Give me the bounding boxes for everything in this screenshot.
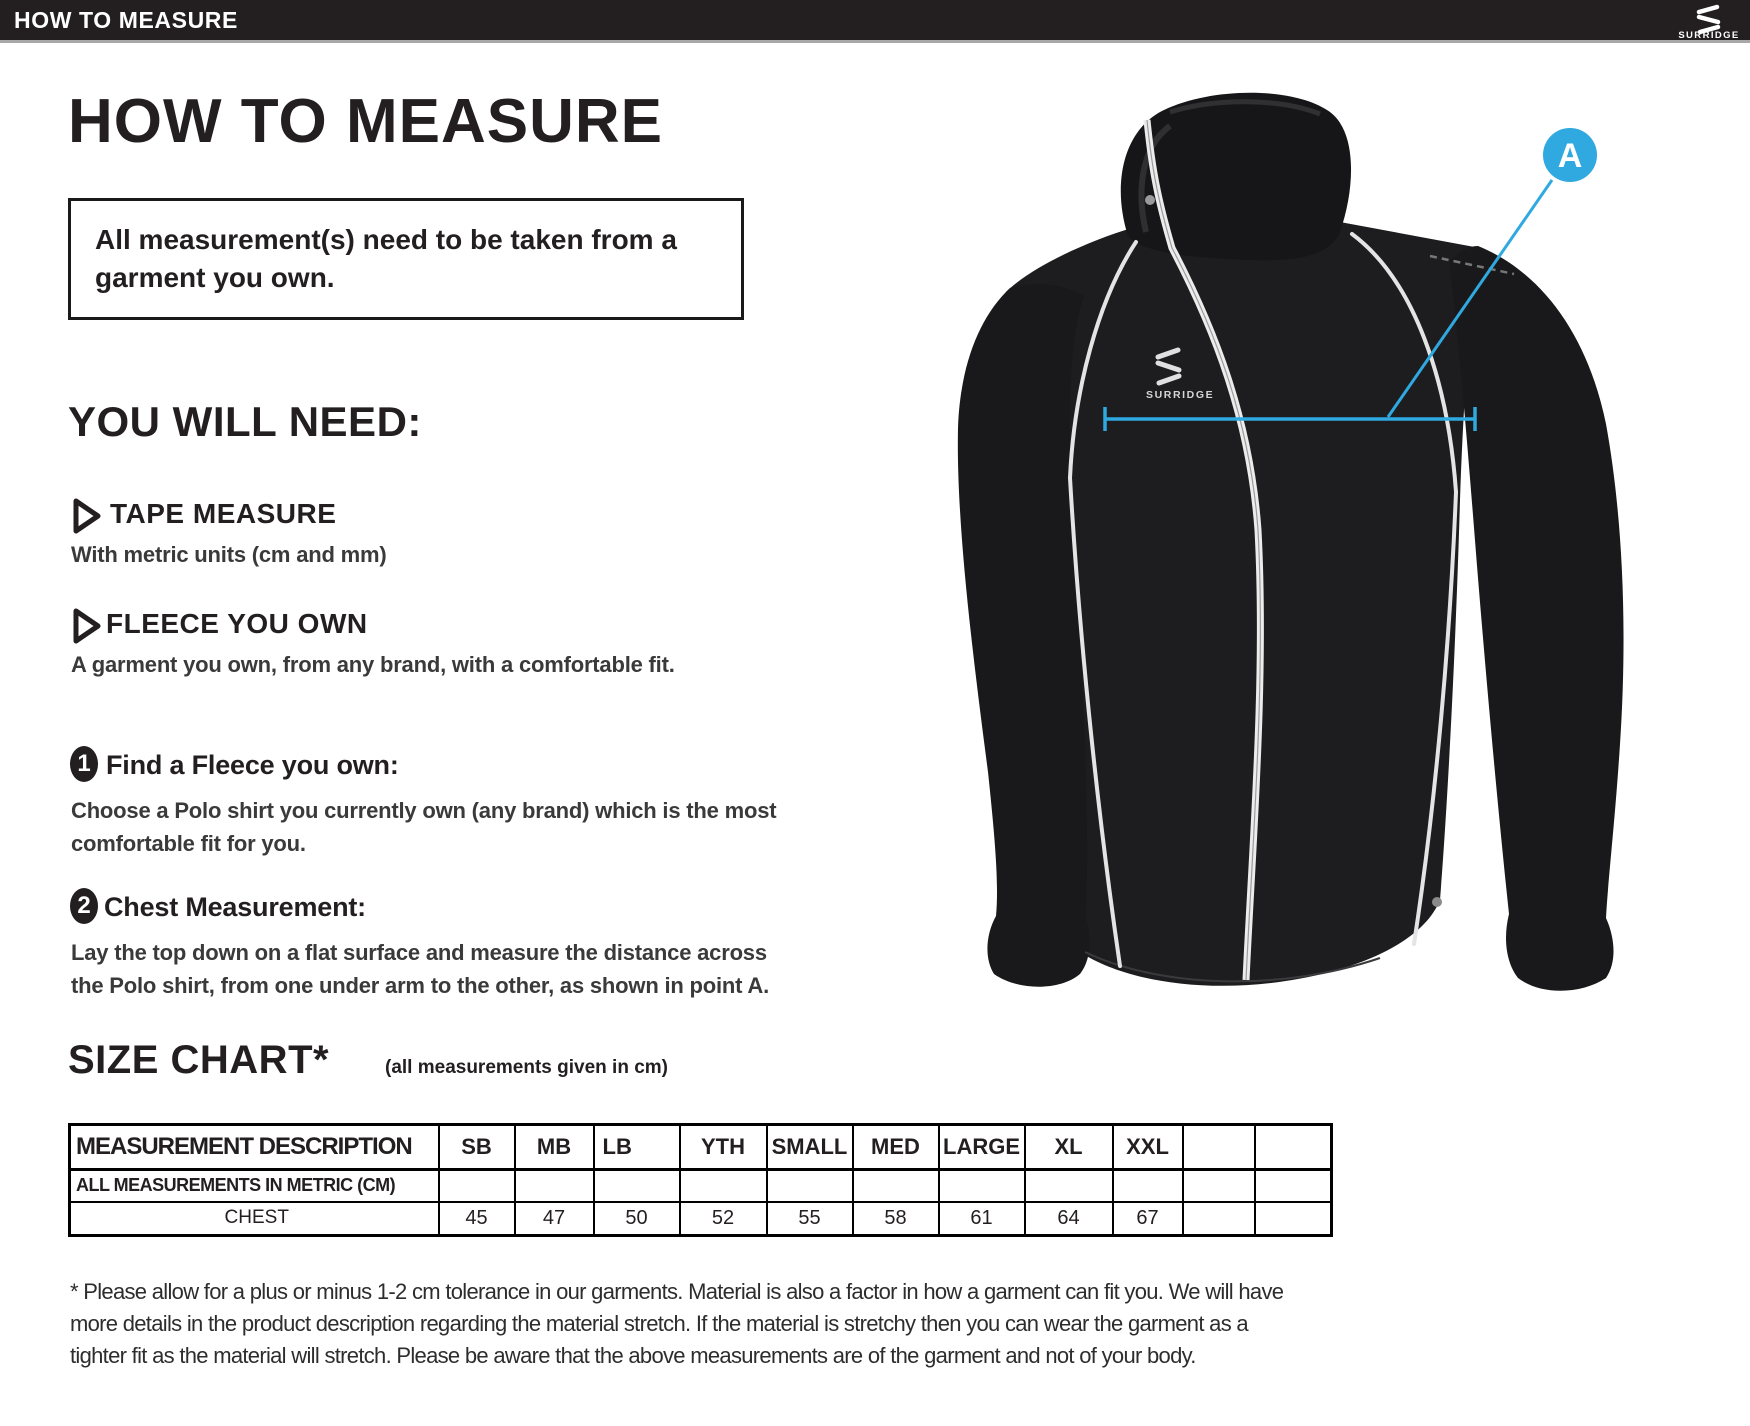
col-large: LARGE (939, 1125, 1025, 1170)
footnote-line: more details in the product description regarding the material stretch. If the material is stretchy then you can wear the garment as a (70, 1311, 1248, 1336)
col-measurement-description: MEASUREMENT DESCRIPTION (70, 1125, 439, 1170)
zip-pull (1145, 195, 1155, 205)
col-small: SMALL (767, 1125, 853, 1170)
col-xl: XL (1025, 1125, 1113, 1170)
chest-value-sb: 45 (439, 1202, 515, 1236)
triangle-bullet-icon (72, 498, 102, 534)
size-chart-note: (all measurements given in cm) (385, 1057, 668, 1078)
top-bar (0, 0, 1750, 40)
step-text-line: the Polo shirt, from one under arm to the other, as shown in point A. (71, 973, 769, 998)
step-title-find-fleece: Find a Fleece you own: (106, 750, 399, 780)
empty-cell (1183, 1170, 1255, 1202)
item-desc-fleece-you-own: A garment you own, from any brand, with a comfortable fit. (71, 652, 675, 677)
top-bar-title: HOW TO MEASURE (14, 7, 238, 33)
chest-value-xl: 64 (1025, 1202, 1113, 1236)
step-title-chest-measurement: Chest Measurement: (104, 892, 366, 922)
chest-value-small: 55 (767, 1202, 853, 1236)
col-med: MED (853, 1125, 939, 1170)
step-number-badge: 1 (70, 746, 98, 782)
step-text-find-fleece (71, 794, 776, 860)
callout-box: All measurement(s) need to be taken from a garment you own. (68, 198, 744, 320)
item-desc-tape-measure: With metric units (cm and mm) (71, 542, 387, 567)
chest-value-mb: 47 (515, 1202, 594, 1236)
size-chart-table (68, 1123, 1333, 1237)
chest-value-xxl: 67 (1113, 1202, 1183, 1236)
fleece-jacket-image (930, 85, 1750, 1005)
surridge-logo-icon (1699, 7, 1718, 32)
chest-row-label: CHEST (70, 1202, 439, 1236)
footnote-line: * Please allow for a plus or minus 1-2 cm tolerance in our garments. Material is also a factor in how a garment can fit you. We will have (70, 1279, 1284, 1304)
table-header-row (70, 1125, 1332, 1170)
empty-cell (515, 1170, 594, 1202)
empty-cell (853, 1170, 939, 1202)
empty-cell (1025, 1170, 1113, 1202)
empty-cell (1255, 1170, 1332, 1202)
chest-value-med: 58 (853, 1202, 939, 1236)
col-empty-1 (1183, 1125, 1255, 1170)
step-text-line: Lay the top down on a flat surface and measure the distance across (71, 940, 767, 965)
empty-cell (939, 1170, 1025, 1202)
header-divider (0, 40, 1750, 43)
footnote (70, 1276, 1283, 1372)
col-yth: YTH (680, 1125, 767, 1170)
col-lb: LB (594, 1125, 680, 1170)
surridge-wordmark: SURRIDGE (1678, 30, 1740, 39)
item-title-fleece-you-own: FLEECE YOU OWN (106, 608, 368, 639)
empty-cell (594, 1170, 680, 1202)
jacket-left-sleeve (958, 284, 1090, 987)
pocket-zip-pull (1432, 897, 1442, 907)
empty-cell (680, 1170, 767, 1202)
col-mb: MB (515, 1125, 594, 1170)
size-chart-heading: SIZE CHART* (68, 1038, 330, 1082)
jacket-right-sleeve (1449, 246, 1624, 991)
you-will-need-heading: YOU WILL NEED: (68, 398, 422, 445)
chest-logo-wordmark: SURRIDGE (1146, 389, 1215, 401)
page-title: HOW TO MEASURE (68, 87, 663, 156)
triangle-bullet-icon (72, 608, 102, 644)
chest-value-lb: 50 (594, 1202, 680, 1236)
step-text-line: Choose a Polo shirt you currently own (any brand) which is the most (71, 798, 777, 823)
step-number-badge: 2 (70, 888, 98, 924)
step-text-chest-measurement (71, 936, 769, 1002)
table-metric-row (70, 1170, 1332, 1202)
empty-cell (439, 1170, 515, 1202)
chest-value-large: 61 (939, 1202, 1025, 1236)
empty-cell (767, 1170, 853, 1202)
empty-cell (1255, 1202, 1332, 1236)
col-xxl: XXL (1113, 1125, 1183, 1170)
marker-a-label: A (1557, 137, 1583, 175)
empty-cell (1113, 1170, 1183, 1202)
table-chest-row (70, 1202, 1332, 1236)
surridge-logo (1674, 1, 1744, 39)
col-empty-2 (1255, 1125, 1332, 1170)
step-text-line: comfortable fit for you. (71, 831, 306, 856)
empty-cell (1183, 1202, 1255, 1236)
chest-value-yth: 52 (680, 1202, 767, 1236)
item-title-tape-measure: TAPE MEASURE (110, 498, 337, 529)
col-sb: SB (439, 1125, 515, 1170)
footnote-line: tighter fit as the material will stretch. Please be aware that the above measurements are of the garment and not of your body. (70, 1343, 1196, 1368)
metric-row-label: ALL MEASUREMENTS IN METRIC (CM) (70, 1170, 439, 1202)
